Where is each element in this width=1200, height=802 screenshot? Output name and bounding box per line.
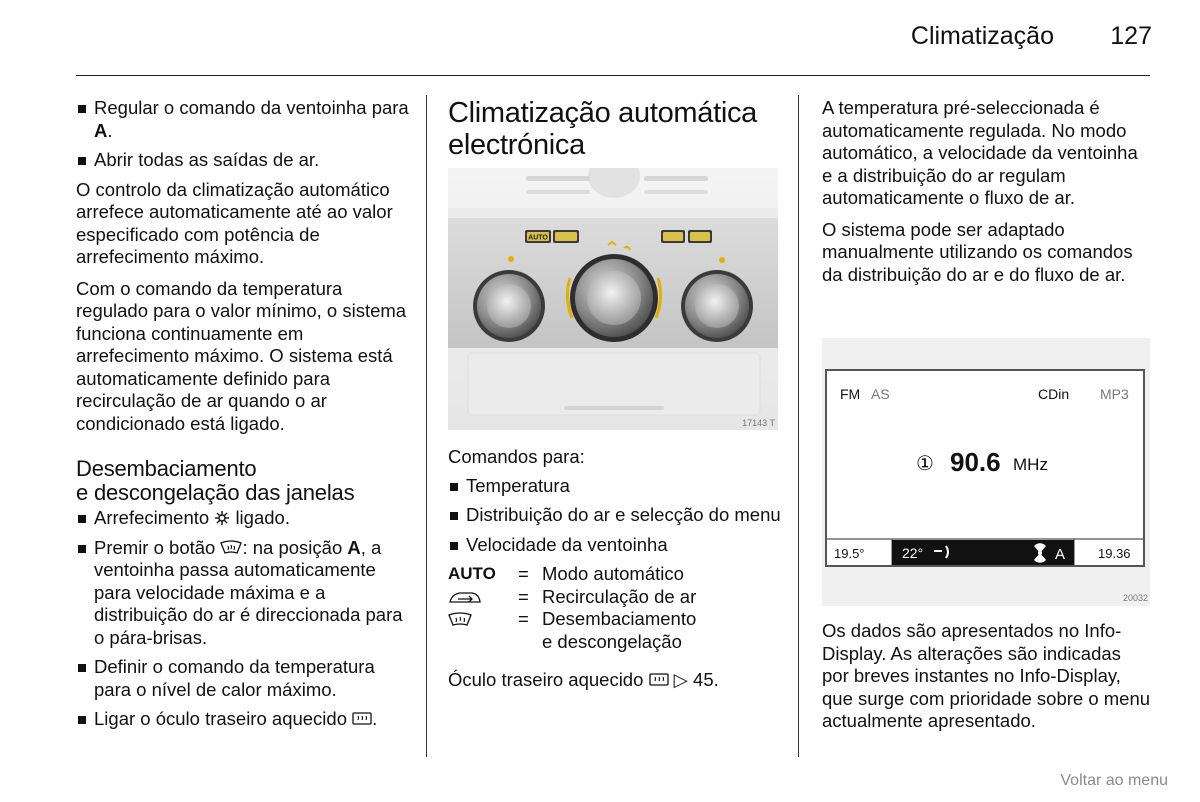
recirculation-icon [448, 586, 518, 609]
display-frequency-unit: MHz [1013, 455, 1048, 474]
paragraph: Os dados são apresentados no Info-Display. As alterações são indicadas por breves instantes no Info-Display, que surge com prioridade sobre o menu actualmente apresentado. [822, 620, 1151, 731]
auto-button-label: AUTO [528, 234, 548, 242]
paragraph: A temperatura pré-seleccionada é automaticamente regulada. No modo automático, a velocidade da ventoinha e a distribuição do ar regulam automaticamente o fluxo de ar. [822, 97, 1138, 208]
legend-key-auto: AUTO [448, 564, 496, 583]
column-left [76, 97, 416, 738]
list-item: Ligar o óculo traseiro aquecido . [76, 708, 416, 731]
figure-label: 17143 T [742, 418, 775, 428]
section-heading: Climatização automática electrónica [448, 97, 758, 161]
display-preset: ① [916, 453, 934, 475]
paragraph: O sistema pode ser adaptado manualmente utilizando os comandos da distribuição do ar e do fluxo de ar. [822, 218, 1133, 285]
climate-control-panel-figure [448, 168, 778, 430]
display-outside-temp: 19.5° [834, 546, 865, 561]
symbol-legend: AUTO = Modo automático = Recirculação de ar = Desembaciamento e descongelação [448, 563, 697, 652]
header-rule [76, 75, 1150, 76]
page-reference[interactable]: 45 [693, 669, 714, 690]
column-right-body [822, 620, 1152, 742]
section-heading: Desembaciamento e descongelação das janelas [76, 456, 355, 505]
display-mp3: MP3 [1100, 386, 1129, 402]
snowflake-icon [214, 510, 230, 526]
info-display-figure [822, 338, 1150, 606]
list-item: Arrefecimento ligado. [76, 507, 416, 530]
column-right [822, 97, 1152, 295]
rear-window-heater-icon [352, 712, 372, 727]
list-item: Regular o comando da ventoinha para A. [76, 97, 416, 142]
page-number: 127 [1110, 22, 1152, 50]
display-set-temp: 22° [902, 545, 924, 561]
defrost-icon [448, 608, 518, 631]
list-item: Premir o botão : na posição A, a ventoinha passa automaticamente para velocidade máxima e a distribuição do ar é direccionada para o pára-brisas. [76, 537, 416, 650]
paragraph: Comandos para: [448, 446, 585, 467]
column-divider-right [798, 95, 799, 757]
rear-window-heater-icon [649, 673, 669, 688]
list-item: Abrir todas as saídas de ar. [76, 149, 416, 172]
column-middle-body [448, 446, 788, 701]
list-item: Velocidade da ventoinha [448, 534, 788, 557]
display-time: 19.36 [1098, 546, 1131, 561]
display-fan-mode: A [1055, 546, 1066, 563]
windscreen-defrost-icon [220, 540, 242, 556]
list-item: Distribuição do ar e selecção do menu [448, 504, 788, 527]
back-to-menu-link[interactable]: Voltar ao menu [1060, 772, 1168, 789]
list-item: Temperatura [448, 475, 788, 498]
display-cdin: CDin [1038, 386, 1070, 402]
paragraph: Com o comando da temperatura regulado para o valor mínimo, o sistema funciona continuamente em arrefecimento máximo. O sistema está automaticamente definido para recirculação de ar quando o ar condicionado está ligado. [76, 277, 407, 434]
chapter-title: Climatização [910, 22, 1054, 50]
display-fm: FM [840, 386, 861, 402]
column-middle [448, 97, 788, 161]
figure-label: 20032 [1122, 593, 1148, 603]
paragraph: O controlo da climatização automático arrefece automaticamente até ao valor especificado com potência de arrefecimento máximo. [76, 178, 393, 267]
column-divider-left [426, 95, 427, 757]
list-item: Definir o comando da temperatura para o nível de calor máximo. [76, 656, 416, 701]
page-reference-arrow-icon: ▷ [673, 669, 688, 690]
paragraph: Óculo traseiro aquecido ▷ 45. [448, 669, 719, 690]
display-as: AS [871, 386, 890, 402]
display-frequency: 90.6 [950, 447, 1001, 477]
